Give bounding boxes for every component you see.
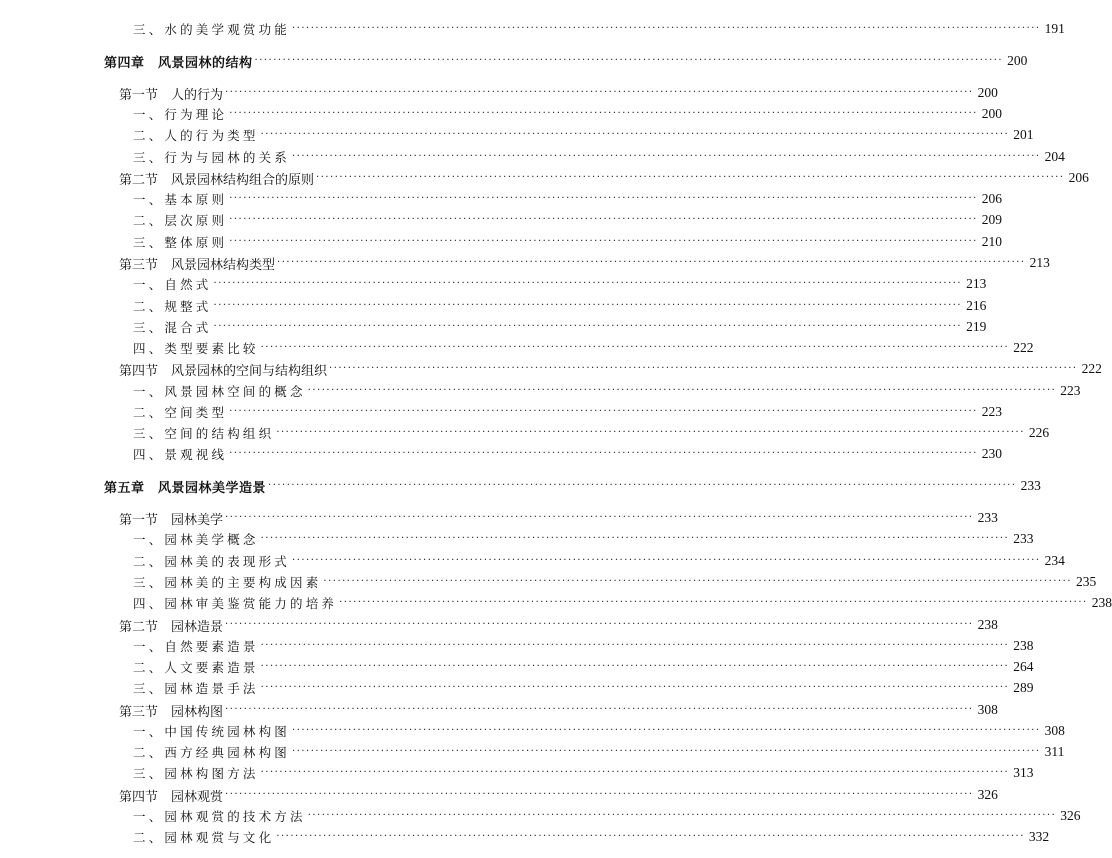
toc-leader-dots: ································································································································································ [213, 300, 963, 311]
toc-item-title: 一、中国传统园林构图 [133, 724, 291, 739]
toc-section-title: 第二节 风景园林结构组合的原则 [119, 172, 315, 188]
toc-item-title: 一、基本原则 [133, 192, 228, 207]
toc-page-number: 206 [1068, 170, 1089, 185]
toc-item-title: 四、景观视线 [133, 447, 228, 462]
toc-page-number: 201 [1013, 127, 1034, 142]
toc-page-number: 234 [1044, 553, 1065, 568]
toc-page-number: 233 [1020, 478, 1041, 493]
toc-page-number: 219 [966, 319, 987, 334]
toc-page-number: 326 [1060, 808, 1081, 823]
toc-item-title: 二、园林观赏与文化 [133, 830, 275, 845]
toc-item-row [0, 337, 1034, 359]
toc-item-row [0, 826, 1050, 848]
toc-section-title: 第四节 风景园林的空间与结构组织 [119, 363, 328, 379]
toc-page-number: 209 [981, 212, 1003, 227]
toc-leader-dots: ································································································································································ [292, 555, 1041, 566]
toc-item-row [0, 316, 987, 338]
toc-page-number: 238 [1091, 595, 1112, 610]
toc-leader-dots: ································································································································································ [229, 406, 978, 417]
toc-leader-dots: ································································································································································ [213, 321, 963, 332]
toc-page-number: 226 [1028, 425, 1050, 440]
toc-item-row [0, 805, 1081, 827]
toc-item-row [0, 231, 1003, 253]
toc-page-number: 191 [1044, 21, 1065, 36]
toc-section-row [0, 784, 998, 806]
toc-leader-dots: ································································································································································ [229, 214, 978, 225]
toc-item-title: 一、自然要素造景 [133, 639, 259, 654]
toc-leader-dots: ································································································································································ [229, 236, 978, 247]
toc-item-row [0, 209, 1003, 231]
toc-item-row [0, 762, 1034, 784]
toc-page-number: 200 [977, 85, 998, 100]
toc-page-number: 313 [1013, 765, 1034, 780]
toc-page-number: 213 [966, 276, 987, 291]
toc-leader-dots: ································································································································································ [260, 682, 1010, 693]
toc-leader-dots: ································································································································································ [225, 789, 974, 800]
toc-item-row [0, 401, 1003, 423]
toc-page-number: 308 [977, 702, 998, 717]
toc-page-number: 230 [981, 446, 1003, 461]
toc-item-title: 三、行为与园林的关系 [133, 150, 291, 165]
toc-item-row [0, 103, 1003, 125]
toc-leader-dots: ································································································································································ [225, 704, 974, 715]
toc-item-row [0, 635, 1034, 657]
toc-section-row [0, 252, 1050, 274]
toc-page-number: 238 [977, 617, 998, 632]
toc-page-number: 210 [981, 234, 1003, 249]
toc-page-number: 223 [1060, 383, 1081, 398]
toc-section-title: 第四节 园林观赏 [119, 789, 224, 805]
toc-leader-dots: ································································································································································ [307, 385, 1057, 396]
toc-page-number: 222 [1013, 340, 1034, 355]
toc-section-title: 第二节 园林造景 [119, 619, 224, 635]
toc-page-number: 264 [1013, 659, 1034, 674]
toc-leader-dots: ································································································································································ [268, 480, 1017, 491]
toc-item-title: 一、自然式 [133, 277, 212, 292]
toc-item-row [0, 146, 1065, 168]
toc-item-title: 三、空间的结构组织 [133, 426, 275, 441]
toc-section-title: 第三节 风景园林结构类型 [119, 257, 276, 273]
toc-item-row [0, 124, 1034, 146]
toc-leader-dots: ································································································································································ [260, 533, 1010, 544]
toc-item-row [0, 677, 1034, 699]
toc-item-row [0, 380, 1081, 402]
toc-item-row [0, 571, 1097, 593]
toc-item-title: 一、风景园林空间的概念 [133, 384, 306, 399]
toc-page-number: 200 [1007, 53, 1028, 68]
toc-item-row [0, 273, 987, 295]
toc-leader-dots: ································································································································································ [229, 193, 978, 204]
toc-item-title: 一、行为理论 [133, 107, 228, 122]
toc-section-row [0, 167, 1089, 189]
toc-item-title: 四、园林审美鉴赏能力的培养 [133, 596, 338, 611]
toc-leader-dots: ································································································································································ [339, 597, 1088, 608]
toc-leader-dots: ································································································································································ [260, 661, 1010, 672]
toc-leader-dots: ································································································································································ [292, 746, 1041, 757]
toc-leader-dots: ································································································································································ [260, 767, 1010, 778]
toc-section-row [0, 614, 998, 636]
toc-page-number: 332 [1028, 829, 1050, 844]
toc-chapter-row [0, 475, 1041, 497]
toc-item-row [0, 741, 1065, 763]
toc-item-title: 三、水的美学观赏功能 [133, 22, 291, 37]
toc-leader-dots: ································································································································································ [225, 619, 974, 630]
toc-item-title: 一、园林观赏的技术方法 [133, 809, 306, 824]
toc-item-title: 二、园林美的表现形式 [133, 554, 291, 569]
toc-leader-dots: ································································································································································ [254, 55, 1004, 66]
toc-page-number: 222 [1081, 361, 1102, 376]
toc-item-row [0, 188, 1003, 210]
toc-page-number: 289 [1013, 680, 1034, 695]
toc-leader-dots: ································································································································································ [260, 640, 1010, 651]
toc-item-row [0, 656, 1034, 678]
toc-leader-dots: ································································································································································ [292, 725, 1041, 736]
toc-page-number: 308 [1044, 723, 1065, 738]
toc-leader-dots: ································································································································································ [260, 129, 1010, 140]
toc-item-title: 二、空间类型 [133, 405, 228, 420]
toc-page-number: 223 [981, 404, 1003, 419]
toc-page-number: 206 [981, 191, 1003, 206]
toc-item-row [0, 528, 1034, 550]
toc-item-title: 二、人的行为类型 [133, 128, 259, 143]
toc-item-row [0, 592, 1112, 614]
toc-page-number: 233 [1013, 531, 1034, 546]
toc-section-row [0, 82, 998, 104]
toc-item-row [0, 295, 987, 317]
toc-leader-dots: ································································································································································ [213, 278, 963, 289]
toc-page-number: 213 [1029, 255, 1050, 270]
toc-page-number: 235 [1076, 574, 1097, 589]
toc-page-number: 204 [1044, 149, 1065, 164]
toc-leader-dots: ································································································································································ [307, 810, 1057, 821]
toc-leader-dots: ································································································································································ [276, 831, 1025, 842]
toc-leader-dots: ································································································································································ [225, 87, 974, 98]
toc-section-title: 第三节 园林构图 [119, 704, 224, 720]
toc-item-row [0, 422, 1050, 444]
toc-item-title: 三、整体原则 [133, 235, 228, 250]
toc-item-title: 二、西方经典园林构图 [133, 745, 291, 760]
toc-page-number: 326 [977, 787, 998, 802]
toc-item-title: 三、园林造景手法 [133, 681, 259, 696]
toc-section-row [0, 507, 998, 529]
toc-item-title: 一、园林美学概念 [133, 532, 259, 547]
toc-section-row [0, 358, 1102, 380]
toc-leader-dots: ································································································································································ [329, 363, 1078, 374]
toc-item-row [0, 720, 1065, 742]
toc-chapter-title: 第四章 风景园林的结构 [104, 55, 253, 71]
toc-item-title: 二、人文要素造景 [133, 660, 259, 675]
toc-page-number: 238 [1013, 638, 1034, 653]
toc-item-row [0, 18, 1065, 40]
toc-leader-dots: ································································································································································ [277, 257, 1026, 268]
toc-section-title: 第一节 园林美学 [119, 512, 224, 528]
toc-leader-dots: ································································································································································ [229, 448, 978, 459]
toc-leader-dots: ································································································································································ [323, 576, 1072, 587]
toc-leader-dots: ································································································································································ [229, 108, 978, 119]
toc-leader-dots: ································································································································································ [225, 512, 974, 523]
toc-section-row [0, 699, 998, 721]
toc-section-title: 第一节 人的行为 [119, 87, 224, 103]
toc-item-title: 三、园林美的主要构成因素 [133, 575, 322, 590]
toc-leader-dots: ································································································································································ [316, 172, 1065, 183]
toc-item-title: 三、混合式 [133, 320, 212, 335]
toc-item-row [0, 443, 1003, 465]
toc-leader-dots: ································································································································································ [260, 342, 1010, 353]
toc-page-number: 200 [981, 106, 1003, 121]
toc-page-number: 233 [977, 510, 998, 525]
toc-item-row [0, 550, 1065, 572]
toc-chapter-row [0, 50, 1028, 72]
toc-item-title: 四、类型要素比较 [133, 341, 259, 356]
toc-chapter-title: 第五章 风景园林美学造景 [104, 480, 267, 496]
toc-leader-dots: ································································································································································ [276, 427, 1025, 438]
toc-page-number: 311 [1044, 744, 1065, 759]
toc-item-title: 二、规整式 [133, 299, 212, 314]
toc-page-number: 216 [966, 298, 987, 313]
toc-leader-dots: ································································································································································ [292, 151, 1041, 162]
toc-item-title: 三、园林构图方法 [133, 766, 259, 781]
toc-item-title: 二、层次原则 [133, 213, 228, 228]
toc-leader-dots: ································································································································································ [292, 23, 1041, 34]
